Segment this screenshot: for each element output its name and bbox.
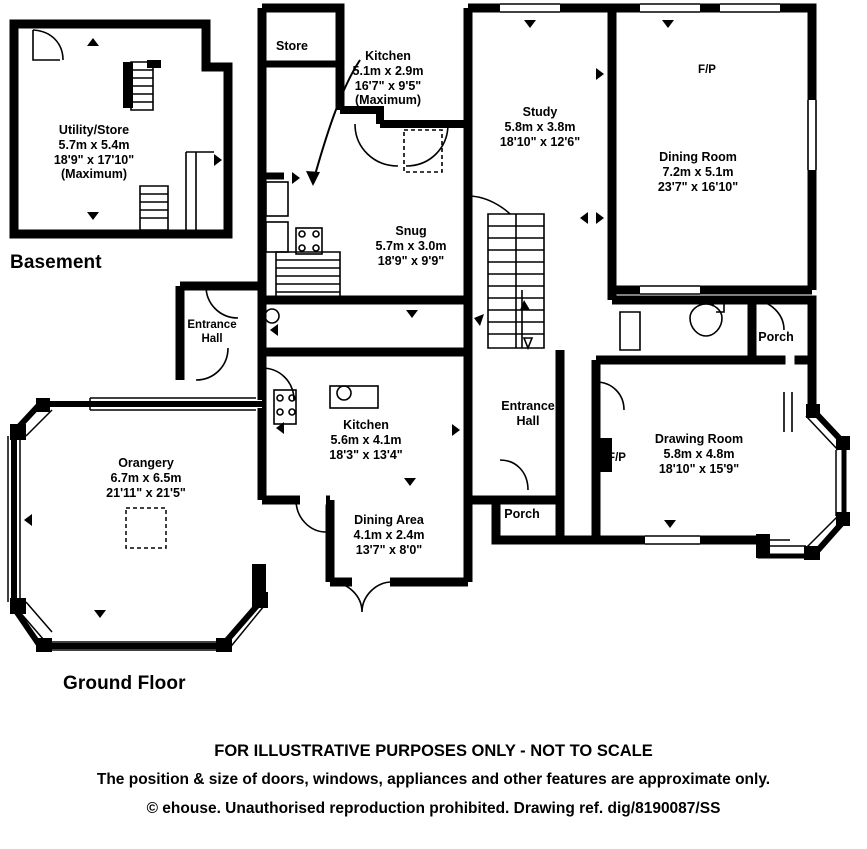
room-label-store: Store: [276, 39, 308, 53]
room-label-fireplace-drawing: F/P: [608, 452, 626, 464]
room-label-porch-right: Porch: [758, 330, 794, 344]
footer-disclaimer-line1: FOR ILLUSTRATIVE PURPOSES ONLY - NOT TO SCALE: [214, 742, 653, 760]
room-label-dining-room: Dining Room 7.2m x 5.1m 23'7" x 16'10": [657, 150, 739, 194]
room-label-fireplace-dining: F/P: [698, 64, 716, 76]
room-label-drawing-room: Drawing Room 5.8m x 4.8m 18'10" x 15'9": [654, 432, 744, 476]
room-label-porch-bottom: Porch: [504, 507, 540, 521]
room-label-dining-area: Dining Area 4.1m x 2.4m 13'7" x 8'0": [353, 513, 425, 557]
room-label-utility-store: Utility/Store 5.7m x 5.4m 18'9" x 17'10" (Maximum): [53, 123, 135, 182]
room-label-orangery: Orangery 6.7m x 6.5m 21'11" x 21'5": [106, 456, 186, 500]
room-label-study: Study 5.8m x 3.8m 18'10" x 12'6": [499, 105, 581, 149]
room-label-kitchen-basement: Kitchen 5.1m x 2.9m 16'7" x 9'5" (Maximum): [352, 49, 424, 108]
room-label-snug: Snug 5.7m x 3.0m 18'9" x 9'9": [375, 224, 447, 268]
footer-copyright: © ehouse. Unauthorised reproduction prohibited. Drawing ref. dig/8190087/SS: [146, 800, 721, 817]
room-label-kitchen-ground: Kitchen 5.6m x 4.1m 18'3" x 13'4": [329, 418, 403, 462]
room-label-entrance-hall-lower: Entrance Hall: [501, 399, 555, 428]
footer-disclaimer-line2: The position & size of doors, windows, appliances and other features are approximate only.: [96, 771, 771, 788]
room-label-entrance-hall-upper: Entrance Hall: [187, 319, 237, 345]
ground-floor-title: Ground Floor: [63, 673, 186, 694]
basement-title: Basement: [10, 252, 102, 273]
